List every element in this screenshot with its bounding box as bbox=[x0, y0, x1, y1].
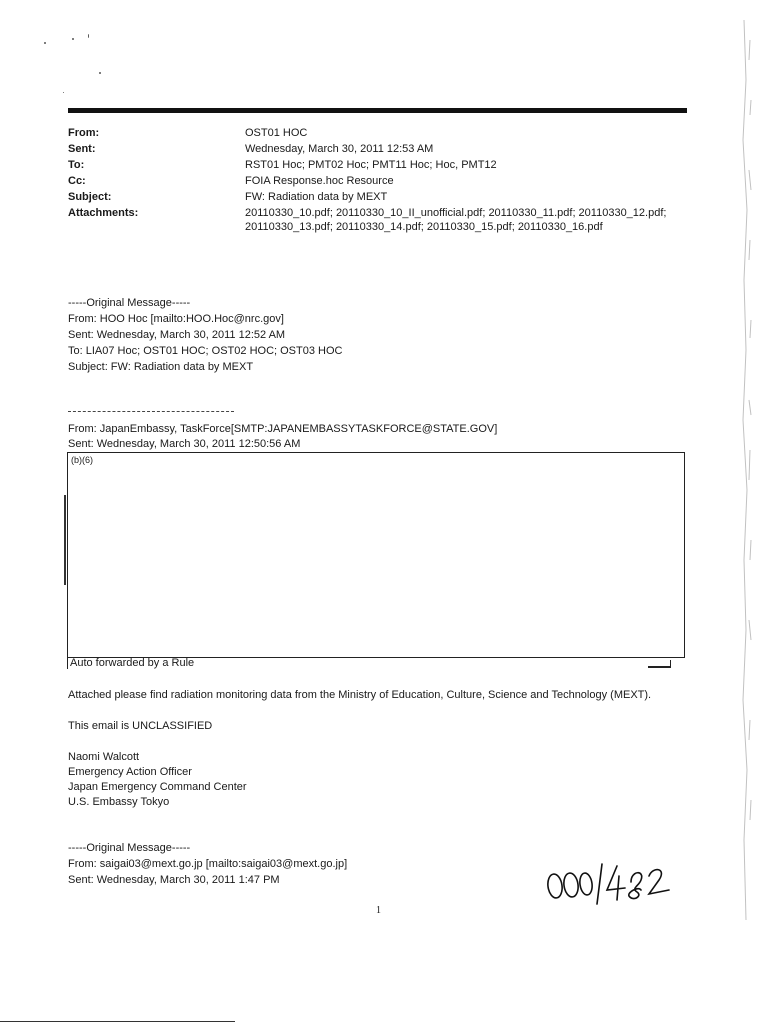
subject-value: FW: Radiation data by MEXT bbox=[245, 191, 388, 203]
scan-speck bbox=[99, 72, 101, 74]
redaction-bracket bbox=[64, 495, 69, 585]
attachment-link[interactable]: 20110330_10.pdf; 20110330_10_II_unofficial.pdf; 20110330_11.pdf; 20110330_12.pdf; bbox=[245, 207, 667, 219]
original-from: From: saigai03@mext.go.jp [mailto:saigai03@mext.go.jp] bbox=[68, 858, 348, 870]
original-subject: Subject: FW: Radiation data by MEXT bbox=[68, 361, 254, 373]
page-number: 1 bbox=[376, 905, 381, 916]
scan-speck bbox=[44, 42, 46, 44]
header-rule bbox=[68, 108, 687, 113]
scan-speck bbox=[88, 34, 89, 38]
footer-rule bbox=[0, 1021, 235, 1022]
scan-speck bbox=[72, 38, 74, 40]
message-body: Attached please find radiation monitoring data from the Ministry of Education, Culture, Science and Technology (MEXT). bbox=[68, 689, 652, 701]
scan-speck bbox=[63, 92, 64, 93]
to-value: RST01 Hoc; PMT02 Hoc; PMT11 Hoc; Hoc, PMT12 bbox=[245, 159, 497, 171]
subject-label: Subject: bbox=[68, 191, 112, 203]
attachments-label: Attachments: bbox=[68, 207, 139, 219]
original-to: To: LIA07 Hoc; OST01 HOC; OST02 HOC; OST03 HOC bbox=[68, 345, 343, 357]
scan-edge-noise bbox=[732, 20, 758, 960]
original-from: From: HOO Hoc [mailto:HOO.Hoc@nrc.gov] bbox=[68, 313, 284, 325]
sent-label: Sent: bbox=[68, 143, 96, 155]
original-message-title: -----Original Message----- bbox=[68, 297, 191, 309]
from-value: OST01 HOC bbox=[245, 127, 308, 139]
auto-forward-note: Auto forwarded by a Rule bbox=[67, 658, 194, 669]
forwarded-from: From: JapanEmbassy, TaskForce[SMTP:JAPANEMBASSYTASKFORCE@STATE.GOV] bbox=[68, 423, 498, 435]
attachment-link[interactable]: 20110330_13.pdf; 20110330_14.pdf; 20110330_15.pdf; 20110330_16.pdf bbox=[245, 221, 603, 233]
signature-org: U.S. Embassy Tokyo bbox=[68, 796, 170, 808]
classification-line: This email is UNCLASSIFIED bbox=[68, 720, 213, 732]
separator-line bbox=[68, 411, 234, 412]
to-label: To: bbox=[68, 159, 85, 171]
sent-value: Wednesday, March 30, 2011 12:53 AM bbox=[245, 143, 434, 155]
original-message-title: -----Original Message----- bbox=[68, 842, 191, 854]
forwarded-sent: Sent: Wednesday, March 30, 2011 12:50:56 AM bbox=[68, 438, 301, 450]
original-sent: Sent: Wednesday, March 30, 2011 12:52 AM bbox=[68, 329, 286, 341]
cc-value: FOIA Response.hoc Resource bbox=[245, 175, 394, 187]
signature-title: Emergency Action Officer bbox=[68, 766, 192, 778]
signature-dept: Japan Emergency Command Center bbox=[68, 781, 247, 793]
signature-name: Naomi Walcott bbox=[68, 751, 140, 763]
redaction-label: (b)(6) bbox=[71, 455, 93, 465]
redaction-corner bbox=[648, 660, 671, 668]
cc-label: Cc: bbox=[68, 175, 86, 187]
from-label: From: bbox=[68, 127, 100, 139]
original-sent: Sent: Wednesday, March 30, 2011 1:47 PM bbox=[68, 874, 280, 886]
redaction-box bbox=[67, 452, 685, 658]
handwritten-document-number bbox=[545, 856, 675, 906]
